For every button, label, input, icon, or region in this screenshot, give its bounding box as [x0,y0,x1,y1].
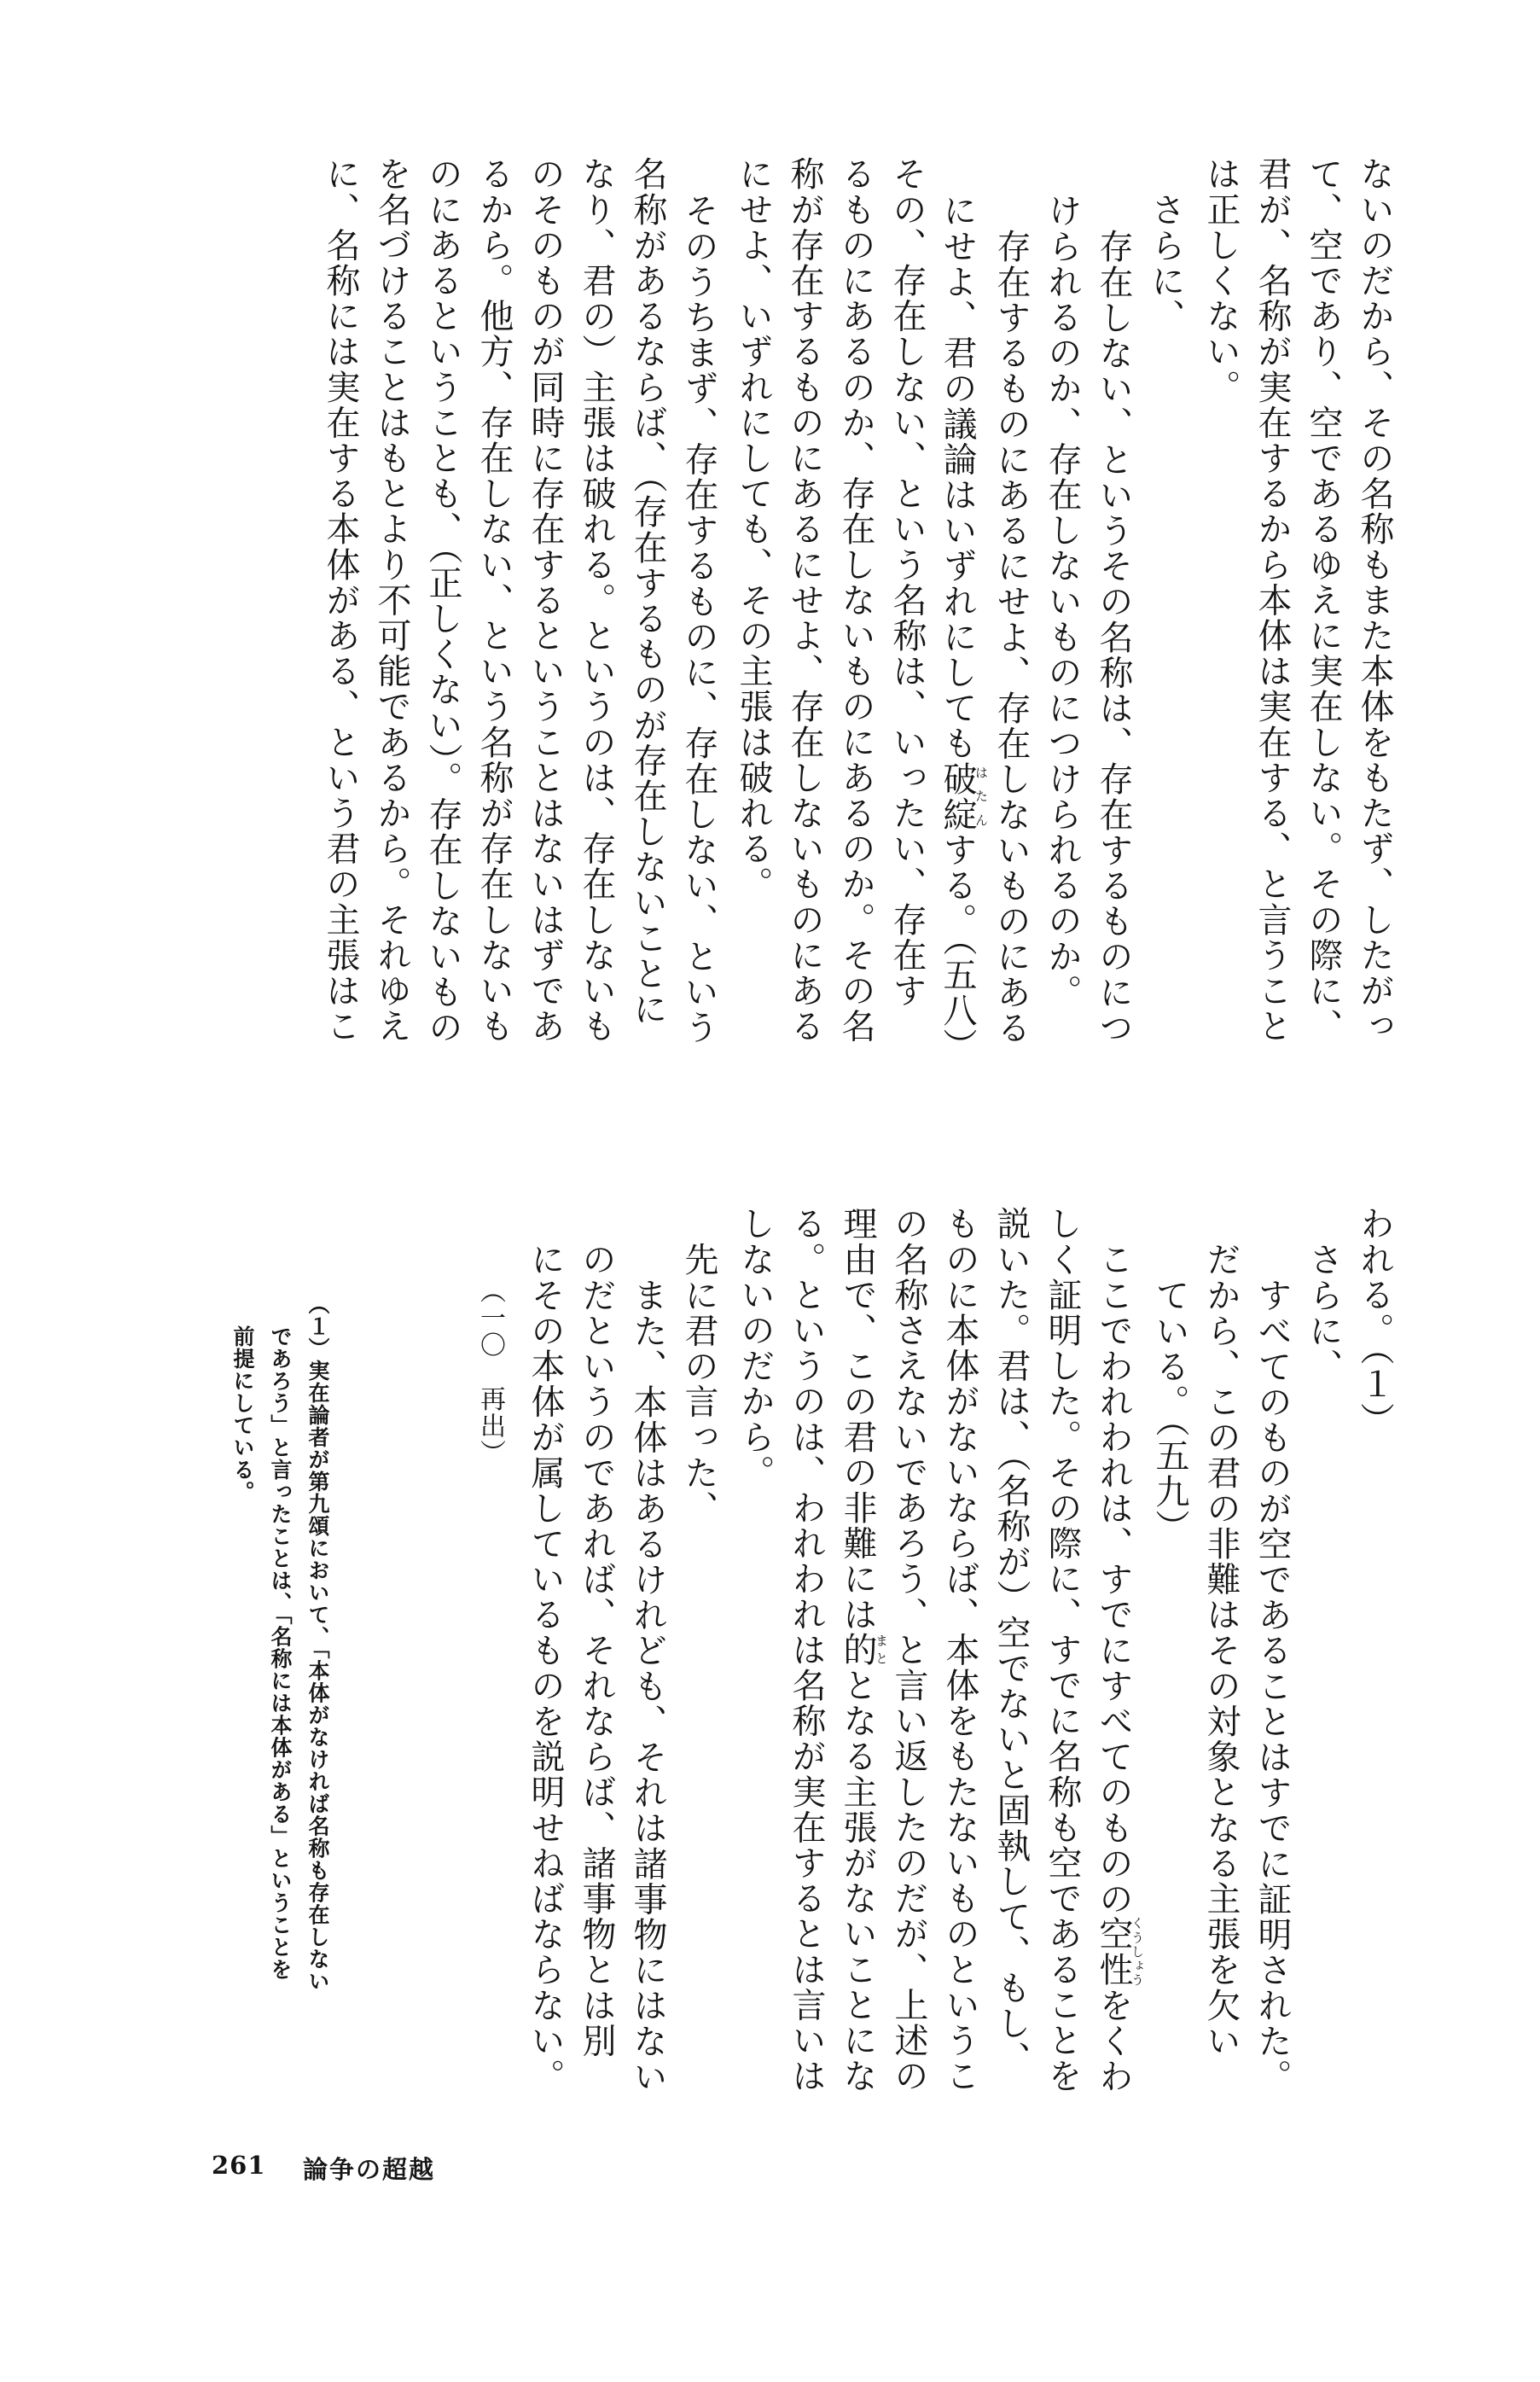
footnote-line: （１）実在論者が第九頌において、「本体がなければ名称も存在しない [305,1293,330,1993]
text-column: るものにあるのか、存在しないものにあるのか。その名 [836,156,875,1044]
text-column: にせよ、君の議論はいずれにしても破綻はたんする。（五八） [938,193,989,1064]
running-head: 論争の超越 [303,2155,436,2184]
text-column: なり、君の）主張は破れる。というのは、存在しないも [577,156,616,1044]
text-column: 称が存在するものにあるにせよ、存在しないものにある [785,156,824,1044]
furigana: 破綻はたん [938,760,989,832]
text-column: ここでわれわれは、すでにすべてのものの空性くうしょうをくわ [1094,1242,1145,2094]
text-column: 存在するものにあるにせよ、存在しないものにある [991,229,1031,1045]
text-column: ものに本体がないならば、本体をもたないものというこ [940,1206,979,2094]
text-column: の名称さえないであろう、と言い返したのだが、上述の [889,1206,928,2094]
text-column: 先に君の言った、 [679,1242,718,1526]
text-column: そのうちまず、存在するものに、存在しない、という [679,193,718,1045]
text-column: 理由で、この君の非難には的まととなる主張がないことにな [838,1206,889,2094]
text-column: その、存在しない、という名称は、いったい、存在す [887,156,927,1009]
footnote-line: 前提にしている。 [230,1325,255,1503]
text-column: 存在しない、というその名称は、存在するものにつ [1094,229,1133,1045]
text-column: 説いた。君は、（名称が）空でないと固執して、もし、 [991,1206,1031,2076]
text-column: のそのものが同時に存在するということはないはずであ [526,156,565,1044]
text-column: すべてのものが空であることはすでに証明された。 [1252,1278,1292,2094]
text-column: さらに、 [1146,192,1185,335]
text-column: さらに、 [1304,1242,1343,1384]
footnote-line: であろう」と言ったことは、「名称には本体がある」ということを [268,1325,293,1981]
text-column: を名づけることはもとより不可能であるから。それゆえ [372,156,411,1044]
furigana: 空性くうしょう [1094,1916,1145,1988]
text-column: に、名称には実在する本体がある、という君の主張はこ [321,156,360,1044]
furigana: 的まと [838,1632,889,1668]
text-column: しないのだから。 [735,1206,775,1490]
text-column: のだというのであれば、それならば、諸事物とは別 [577,1242,616,2059]
text-column: て、空であり、空であるゆえに実在しない。その際に、 [1304,156,1343,1044]
text-column: にせよ、いずれにしても、その主張は破れる。 [734,156,773,902]
text-column: にその本体が属しているものを説明せねばならない。 [526,1242,565,2094]
text-column: のにあるということも、（正しくない）。存在しないもの [423,156,462,1045]
text-column: しく証明した。その際に、すでに名称も空であることを [1043,1206,1082,2094]
text-column: われる。（１） [1355,1206,1394,1438]
text-column: けられるのか、存在しないものにつけられるのか。 [1043,193,1082,1010]
text-column: ないのだから、その名称もまた本体をもたず、したがっ [1355,156,1394,1044]
page-number: 261 [212,2151,266,2180]
text-column: また、本体はあるけれども、それは諸事物にはない [628,1278,667,2094]
text-column: 君が、名称が実在するから本体は実在する、と言うこと [1252,156,1292,1044]
text-column: るから。他方、存在しない、という名称が存在しないも [474,156,514,1044]
text-column: ている。（五九） [1150,1278,1189,1545]
text-column: は正しくない。 [1201,156,1241,405]
text-column: （一〇 再出） [475,1278,505,1467]
text-column: だから、この君の非難はその対象となる主張を欠い [1201,1242,1241,2059]
text-column: る。というのは、われわれは名称が実在するとは言いは [787,1206,826,2094]
text-column: 名称があるならば、（存在するものが存在しないことに [628,156,667,1027]
